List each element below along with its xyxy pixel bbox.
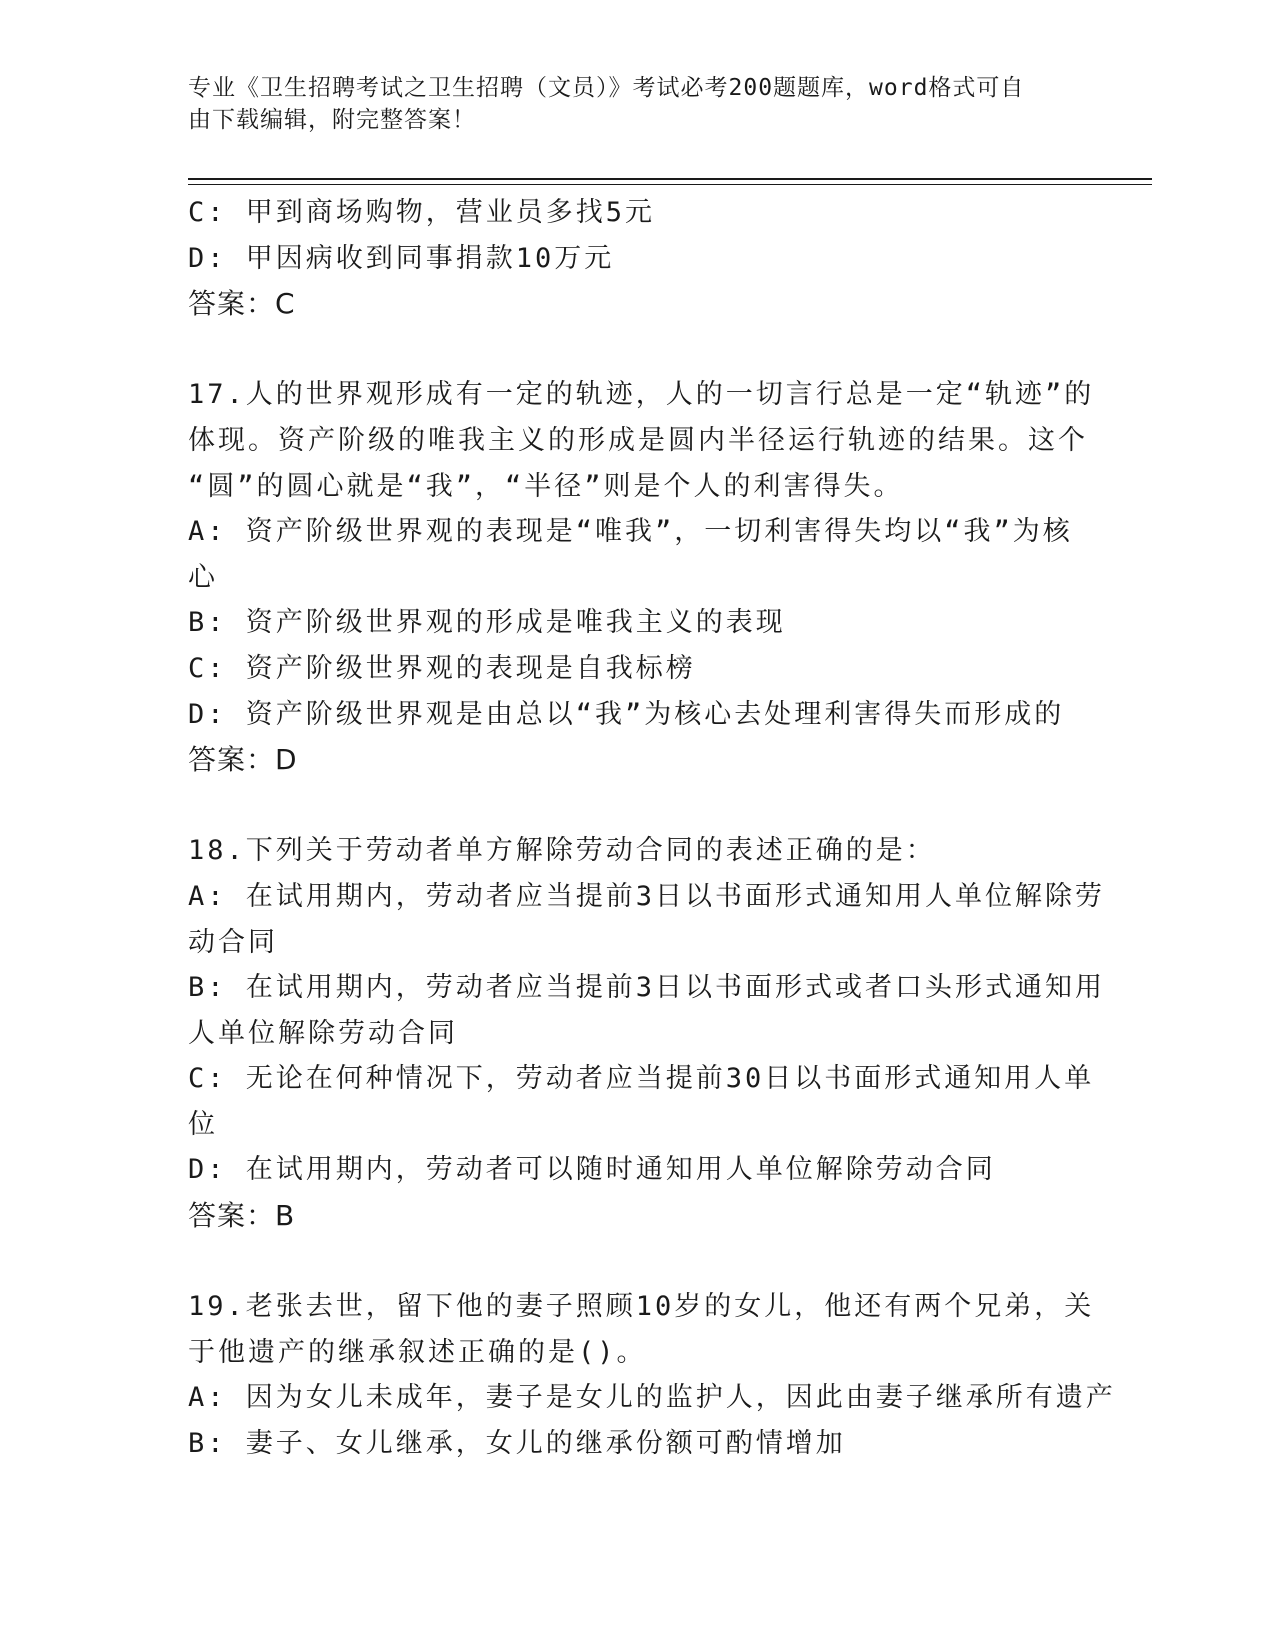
header-divider-thick <box>188 178 1152 180</box>
question-19-block <box>188 1284 1116 1466</box>
question-content <box>188 190 1116 1467</box>
option-b: B: 妻子、女儿继承，女儿的继承份额可酌情增加 <box>188 1428 846 1460</box>
option-b: B: 在试用期内，劳动者应当提前3日以书面形式或者口头形式通知用 <box>188 972 1106 1004</box>
option-c-continued: 位 <box>188 1108 218 1140</box>
spacer <box>188 327 1088 373</box>
question-stem-line: 体现。资产阶级的唯我主义的形成是圆内半径运行轨迹的结果。这个 <box>188 424 1088 456</box>
question-17-block <box>188 372 1095 782</box>
option-d: D: 在试用期内，劳动者可以随时通知用人单位解除劳动合同 <box>188 1154 996 1186</box>
option-a-continued: 动合同 <box>188 926 278 958</box>
option-c: C: 无论在何种情况下，劳动者应当提前30日以书面形式通知用人单 <box>188 1063 1095 1095</box>
header-divider-thin <box>188 184 1152 185</box>
question-stem-line: 19.老张去世，留下他的妻子照顾10岁的女儿，他还有两个兄弟，关 <box>188 1291 1095 1323</box>
answer-line: 答案：C <box>188 287 296 321</box>
answer-line: 答案：B <box>188 1199 296 1233</box>
question-stem-line: 18.下列关于劳动者单方解除劳动合同的表述正确的是： <box>188 835 936 867</box>
option-a-continued: 心 <box>188 561 218 593</box>
previous-question-block <box>188 190 1088 327</box>
question-18-block <box>188 828 1106 1238</box>
question-stem-line: 于他遗产的继承叙述正确的是()。 <box>188 1336 647 1368</box>
header-line-2: 由下载编辑，附完整答案！ <box>188 107 476 133</box>
header-line-1: 专业《卫生招聘考试之卫生招聘（文员）》考试必考200题题库，word格式可自 <box>188 75 1025 101</box>
spacer <box>188 1239 1088 1285</box>
option-c: C: 甲到商场购物，营业员多找5元 <box>188 197 656 228</box>
question-stem-line: 17.人的世界观形成有一定的轨迹，人的一切言行总是一定“轨迹”的 <box>188 379 1095 411</box>
question-stem-line: “圆”的圆心就是“我”，“半径”则是个人的利害得失。 <box>188 470 904 502</box>
document-header <box>188 72 1088 136</box>
option-d: D: 资产阶级世界观是由总以“我”为核心去处理利害得失而形成的 <box>188 698 1065 730</box>
option-a: A: 因为女儿未成年，妻子是女儿的监护人，因此由妻子继承所有遗产 <box>188 1382 1116 1414</box>
option-a: A: 在试用期内，劳动者应当提前3日以书面形式通知用人单位解除劳 <box>188 880 1106 912</box>
option-c: C: 资产阶级世界观的表现是自我标榜 <box>188 652 696 684</box>
option-b: B: 资产阶级世界观的形成是唯我主义的表现 <box>188 607 786 639</box>
option-a: A: 资产阶级世界观的表现是“唯我”，一切利害得失均以“我”为核 <box>188 516 1073 548</box>
answer-line: 答案：D <box>188 743 298 777</box>
option-d: D: 甲因病收到同事捐款10万元 <box>188 242 615 274</box>
spacer <box>188 783 1088 829</box>
option-b-continued: 人单位解除劳动合同 <box>188 1017 458 1049</box>
